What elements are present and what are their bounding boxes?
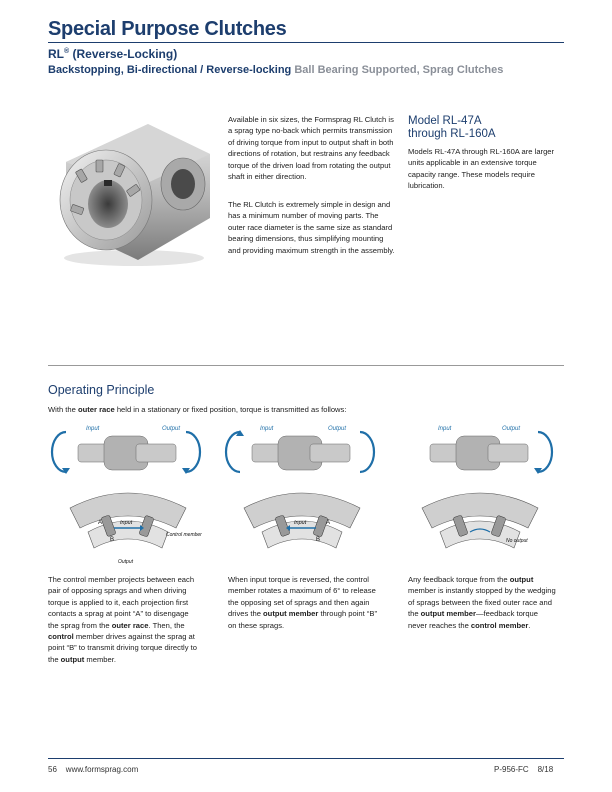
text-segment: . Then, the xyxy=(148,620,185,630)
point-a-label-1: A xyxy=(98,520,103,526)
bold-text-segment: output member xyxy=(420,609,476,619)
label-input-1: Input xyxy=(86,426,100,432)
title-divider xyxy=(48,42,564,43)
bold-text-segment: control xyxy=(48,632,74,642)
bold-text-segment: outer race xyxy=(111,620,149,630)
label-control-member-1: Control member xyxy=(166,532,202,538)
rotation-arrow-input-2 xyxy=(226,432,240,472)
subtitle-part-b: Ball Bearing Supported, Sprag Clutches xyxy=(291,64,504,76)
sprag-section-2 xyxy=(244,493,360,548)
operating-text-col-3 xyxy=(408,574,558,631)
point-a-label-2: A xyxy=(326,520,331,526)
intro-text-bold: outer race xyxy=(77,405,115,414)
point-b-label-2: B xyxy=(316,537,321,543)
point-b-label-1: B xyxy=(110,537,115,543)
product-suffix: (Reverse-Locking) xyxy=(69,47,178,61)
rotation-arrow-output-1 xyxy=(186,432,200,472)
operating-diagram-1 xyxy=(58,420,202,570)
footer-page-and-url: 56 www.formsprag.com xyxy=(48,765,139,774)
bold-text-segment: control member xyxy=(470,620,529,630)
text-segment: Any feedback torque from the xyxy=(408,575,510,584)
intro-paragraph-1: Available in six sizes, the Formsprag RL Clutch is a sprag type no-back which permits transmission of driving torque from input to output shaft in both directions of rotation, but restrains any feedback torque of the driven load from rotating the output shaft in either direction. xyxy=(228,115,394,182)
label-input-3: Input xyxy=(438,426,452,432)
rotation-arrow-input-1 xyxy=(52,432,66,472)
shaft-assembly-1 xyxy=(52,426,200,474)
label-output-1: Output xyxy=(162,426,181,432)
section-divider xyxy=(48,365,564,366)
subtitle-part-a: Backstopping, Bi-directional / Reverse-locking xyxy=(48,64,292,76)
registered-mark: ® xyxy=(64,48,70,55)
footer-divider xyxy=(48,758,564,759)
text-segment: When input torque is reversed, the control member rotates a maximum of 6° to release the opposing set of sprags and then again drives the xyxy=(228,575,376,619)
intro-text-a: With the xyxy=(48,405,78,414)
label-output-3: Output xyxy=(502,426,521,432)
clutch-product-image xyxy=(48,110,220,270)
model-heading-line-2: through RL-160A xyxy=(408,128,496,140)
text-segment: member is instantly stopped by the wedging of sprags between the fixed outer race and the xyxy=(408,586,556,619)
operating-text-col-1 xyxy=(48,574,198,665)
label-output-2: Output xyxy=(328,426,347,432)
rotation-arrow-output-3 xyxy=(538,432,552,472)
label-input-2: Input xyxy=(260,426,274,432)
label-no-output-3: No output xyxy=(506,538,528,544)
text-segment: . xyxy=(528,620,531,630)
footer-doc-code: P-956-FC 8/18 xyxy=(494,765,554,774)
intro-text-c: held in a stationary or fixed position, torque is transmitted as follows: xyxy=(114,405,347,414)
bold-text-segment: output member xyxy=(263,609,319,619)
label-input-sprag-1: Input xyxy=(120,520,133,526)
intro-paragraph-2: The RL Clutch is extremely simple in design and has a minimum number of moving parts. The outer race diameter is the same size as standard bearing dimensions, thus simplifying mounting and providing maximum strength in the assembly. xyxy=(228,200,395,255)
text-segment: through point “B” on these sprags. xyxy=(228,609,378,630)
bold-text-segment: output xyxy=(509,575,534,584)
label-output-sprag-1: Output xyxy=(118,559,134,565)
product-subtitle xyxy=(48,64,503,76)
operating-text-col-2 xyxy=(228,574,378,631)
shaft-assembly-3 xyxy=(430,426,552,474)
label-input-sprag-2: Input xyxy=(294,520,307,526)
text-segment: —feedback torque never reaches the xyxy=(408,609,539,630)
shaft-assembly-2 xyxy=(226,426,374,472)
model-heading xyxy=(408,115,558,141)
text-segment: The control member projects between each pair of opposing sprags and when driving torque is applied to it, each projection first contacts a sprag at point “A” to disengage the sprag from the xyxy=(48,575,195,630)
product-name: RL xyxy=(48,47,64,61)
operating-principle-heading: Operating Principle xyxy=(48,383,155,397)
text-segment: member. xyxy=(84,654,116,664)
text-segment: member drives against the sprag at point “B” to transmit driving torque directly to the xyxy=(48,632,197,664)
operating-diagram-2 xyxy=(232,420,372,570)
product-heading xyxy=(48,47,177,61)
model-description: Models RL-47A through RL-160A are larger units applicable in an extensive torque capacity range. These models require lubrication. xyxy=(408,147,555,191)
rotation-arrow-output-2 xyxy=(360,432,374,472)
operating-diagram-3 xyxy=(410,420,550,570)
bold-text-segment: output xyxy=(60,654,85,664)
model-heading-line-1: Model RL-47A xyxy=(408,115,482,127)
sprag-section-3 xyxy=(422,493,538,548)
operating-intro xyxy=(48,404,548,415)
page-title: Special Purpose Clutches xyxy=(48,18,287,40)
sprag-section-1 xyxy=(70,493,202,565)
